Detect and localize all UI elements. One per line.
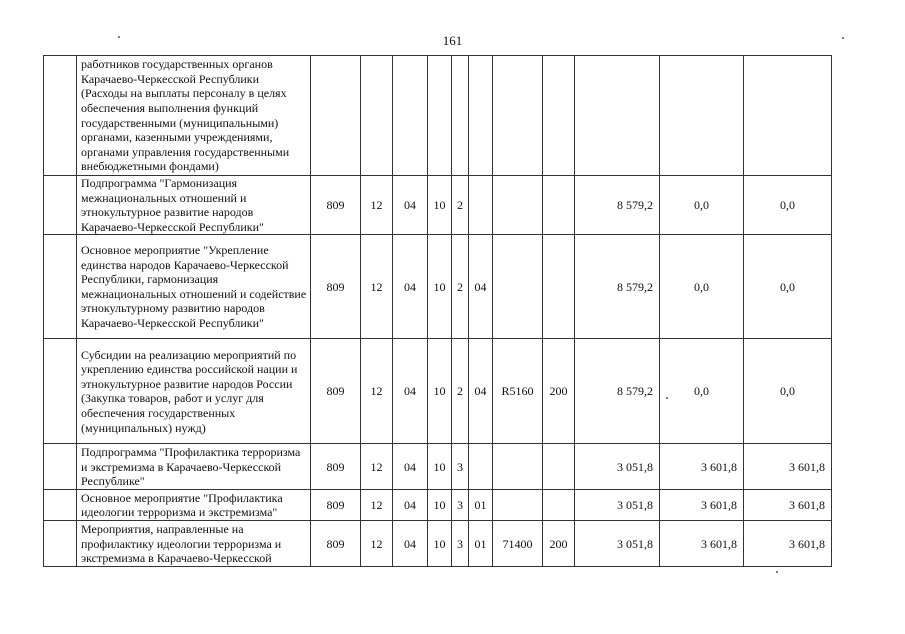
table-row bbox=[44, 521, 832, 567]
cell-csr-4: R5160 bbox=[493, 339, 543, 444]
cell-sum-3 bbox=[744, 56, 832, 176]
cell-csr-1: 10 bbox=[428, 444, 452, 490]
row-name: Субсидии на реализацию мероприятий по укреплению единства российской нации и этнокультурное развитие народов России (Закупка товаров, работ и услуг для обеспечения государственных (муниципальных) нужд) bbox=[77, 339, 311, 444]
cell-csr-4 bbox=[493, 444, 543, 490]
cell-sum-2: 3 601,8 bbox=[660, 490, 744, 521]
row-name: Основное мероприятие "Профилактика идеологии терроризма и экстремизма" bbox=[77, 490, 311, 521]
cell-sum-2: 0,0 bbox=[660, 339, 744, 444]
cell-csr-3: 04 bbox=[469, 339, 493, 444]
cell-csr-3: 04 bbox=[469, 235, 493, 339]
cell-ved: 809 bbox=[311, 339, 361, 444]
scan-speck bbox=[842, 37, 844, 39]
cell-rz: 12 bbox=[361, 176, 393, 235]
table-row bbox=[44, 235, 832, 339]
cell-sum-2 bbox=[660, 56, 744, 176]
cell-csr-4 bbox=[493, 176, 543, 235]
cell-vr bbox=[543, 56, 575, 176]
cell-ved: 809 bbox=[311, 176, 361, 235]
cell-csr-1: 10 bbox=[428, 176, 452, 235]
table-row bbox=[44, 444, 832, 490]
table-row bbox=[44, 490, 832, 521]
row-name: работников государственных органов Карачаево-Черкесской Республики (Расходы на выплаты персоналу в целях обеспечения выполнения функций государственными (муниципальными) органами, казенными учреждениями, органами управления государственными внебюджетными фондами) bbox=[77, 56, 311, 176]
cell-ved: 809 bbox=[311, 490, 361, 521]
cell-rz bbox=[361, 56, 393, 176]
cell-rz: 12 bbox=[361, 339, 393, 444]
cell-rz: 12 bbox=[361, 235, 393, 339]
cell-rz: 12 bbox=[361, 444, 393, 490]
cell-sum-1: 8 579,2 bbox=[575, 339, 660, 444]
cell-sum-3: 0,0 bbox=[744, 176, 832, 235]
cell-sum-1: 8 579,2 bbox=[575, 176, 660, 235]
cell-vr bbox=[543, 235, 575, 339]
cell-sum-3: 0,0 bbox=[744, 339, 832, 444]
cell-pr: 04 bbox=[393, 339, 428, 444]
cell-vr: 200 bbox=[543, 521, 575, 567]
cell-vr bbox=[543, 490, 575, 521]
cell-csr-3 bbox=[469, 176, 493, 235]
lead-cell bbox=[44, 56, 77, 176]
cell-csr-4 bbox=[493, 235, 543, 339]
row-name: Основное мероприятие "Укрепление единства народов Карачаево-Черкесской Республики, гармонизация межнациональных отношений и содействие этнокультурному развитию народов Карачаево-Черкесской Республики" bbox=[77, 235, 311, 339]
budget-table bbox=[43, 55, 832, 567]
cell-sum-3: 3 601,8 bbox=[744, 444, 832, 490]
cell-csr-3: 01 bbox=[469, 490, 493, 521]
table-row bbox=[44, 339, 832, 444]
cell-csr-1: 10 bbox=[428, 339, 452, 444]
cell-pr: 04 bbox=[393, 490, 428, 521]
cell-csr-4 bbox=[493, 56, 543, 176]
cell-csr-1: 10 bbox=[428, 235, 452, 339]
cell-vr bbox=[543, 444, 575, 490]
cell-sum-1: 3 051,8 bbox=[575, 490, 660, 521]
lead-cell bbox=[44, 521, 77, 567]
cell-sum-1: 3 051,8 bbox=[575, 444, 660, 490]
cell-csr-3 bbox=[469, 444, 493, 490]
cell-csr-3: 01 bbox=[469, 521, 493, 567]
row-name: Подпрограмма "Профилактика терроризма и экстремизма в Карачаево-Черкесской Республике" bbox=[77, 444, 311, 490]
cell-csr-2: 2 bbox=[452, 235, 469, 339]
cell-csr-4: 71400 bbox=[493, 521, 543, 567]
lead-cell bbox=[44, 176, 77, 235]
cell-rz: 12 bbox=[361, 490, 393, 521]
cell-pr: 04 bbox=[393, 176, 428, 235]
cell-sum-1 bbox=[575, 56, 660, 176]
cell-pr: 04 bbox=[393, 235, 428, 339]
cell-ved: 809 bbox=[311, 521, 361, 567]
table-row bbox=[44, 56, 832, 176]
cell-sum-2: 3 601,8 bbox=[660, 444, 744, 490]
cell-csr-2 bbox=[452, 56, 469, 176]
table-row bbox=[44, 176, 832, 235]
cell-sum-3: 0,0 bbox=[744, 235, 832, 339]
lead-cell bbox=[44, 235, 77, 339]
row-name: Подпрограмма "Гармонизация межнациональных отношений и этнокультурное развитие народов Карачаево-Черкесской Республики" bbox=[77, 176, 311, 235]
cell-sum-3: 3 601,8 bbox=[744, 490, 832, 521]
cell-sum-2: 3 601,8 bbox=[660, 521, 744, 567]
cell-csr-2: 2 bbox=[452, 176, 469, 235]
cell-csr-1 bbox=[428, 56, 452, 176]
page-number: 161 bbox=[442, 33, 463, 48]
cell-ved: 809 bbox=[311, 444, 361, 490]
lead-cell bbox=[44, 444, 77, 490]
cell-vr bbox=[543, 176, 575, 235]
cell-csr-2: 2 bbox=[452, 339, 469, 444]
cell-sum-1: 3 051,8 bbox=[575, 521, 660, 567]
cell-ved bbox=[311, 56, 361, 176]
row-name: Мероприятия, направленные на профилактику идеологии терроризма и экстремизма в Карачаево-Черкесской bbox=[77, 521, 311, 567]
cell-sum-2: 0,0 bbox=[660, 176, 744, 235]
cell-sum-3: 3 601,8 bbox=[744, 521, 832, 567]
lead-cell bbox=[44, 339, 77, 444]
scan-speck bbox=[118, 36, 120, 38]
scan-speck bbox=[776, 571, 778, 573]
cell-csr-1: 10 bbox=[428, 521, 452, 567]
cell-csr-2: 3 bbox=[452, 490, 469, 521]
cell-rz: 12 bbox=[361, 521, 393, 567]
cell-pr bbox=[393, 56, 428, 176]
lead-cell bbox=[44, 490, 77, 521]
cell-vr: 200 bbox=[543, 339, 575, 444]
cell-pr: 04 bbox=[393, 521, 428, 567]
cell-sum-1: 8 579,2 bbox=[575, 235, 660, 339]
scan-speck bbox=[666, 397, 668, 399]
cell-ved: 809 bbox=[311, 235, 361, 339]
cell-csr-4 bbox=[493, 490, 543, 521]
cell-csr-2: 3 bbox=[452, 521, 469, 567]
cell-csr-3 bbox=[469, 56, 493, 176]
cell-csr-2: 3 bbox=[452, 444, 469, 490]
cell-csr-1: 10 bbox=[428, 490, 452, 521]
cell-pr: 04 bbox=[393, 444, 428, 490]
cell-sum-2: 0,0 bbox=[660, 235, 744, 339]
